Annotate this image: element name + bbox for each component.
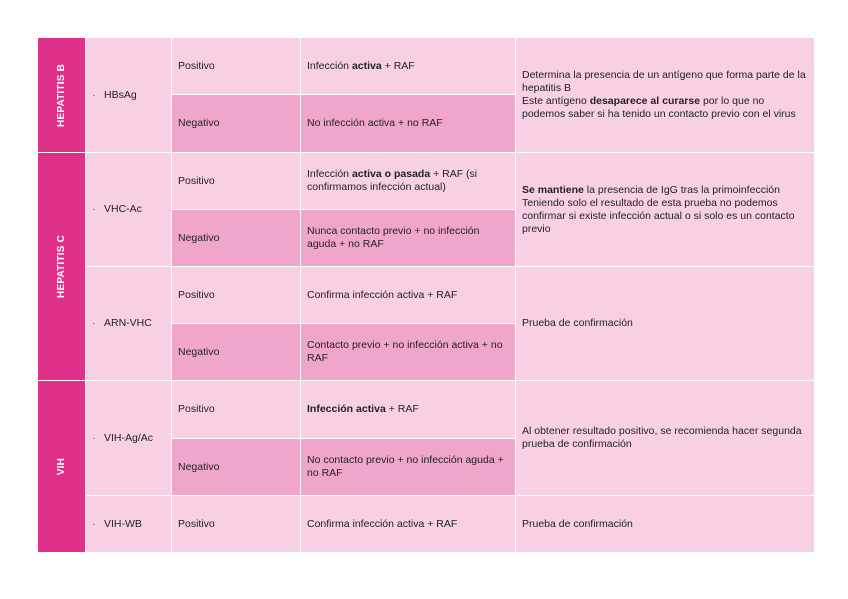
disease-label-hepatitis-c: HEPATITIS C [38,153,86,381]
disease-label-vih: VIH [38,381,86,553]
meaning-cell: Confirma infección activa + RAF [301,267,516,324]
meaning-cell: Contacto previo + no infección activa + no RAF [301,324,516,381]
disease-label-hepatitis-b: HEPATITIS B [38,38,86,153]
meaning-cell: No infección activa + no RAF [301,95,516,153]
test-arn-vhc: · ARN-VHC [86,267,172,381]
meaning-cell: Infección activa o pasada + RAF (si confirmamos infección actual) [301,153,516,210]
bullet-icon: · [92,203,96,215]
table-row [38,267,815,324]
meaning-cell: Confirma infección activa + RAF [301,496,516,553]
meaning-cell: Infección activa + RAF [301,38,516,95]
bullet-icon: · [92,431,96,444]
meaning-cell: Infección activa + RAF [301,381,516,439]
test-vih-wb: · VIH-WB [86,496,172,553]
note-cell: Se mantiene la presencia de IgG tras la primoinfección Teniendo solo el resultado de esta prueba no podemos confirmar si existe infección actual o si solo es un contacto previo [516,153,815,267]
note-cell: Prueba de confirmación [516,496,815,553]
note-cell: Al obtener resultado positivo, se recomienda hacer segunda prueba de confirmación [516,381,815,496]
bullet-icon: · [92,517,96,530]
result-cell: Negativo [172,210,301,267]
result-cell: Positivo [172,153,301,210]
result-cell: Negativo [172,95,301,153]
result-cell: Negativo [172,439,301,496]
table-row [38,153,815,210]
table-row [38,496,815,553]
meaning-cell: No contacto previo + no infección aguda + no RAF [301,439,516,496]
result-cell: Negativo [172,324,301,381]
serology-table [37,37,815,553]
note-cell: Prueba de confirmación [516,267,815,381]
result-cell: Positivo [172,381,301,439]
meaning-cell: Nunca contacto previo + no infección aguda + no RAF [301,210,516,267]
test-hbsag: · HBsAg [86,38,172,153]
bullet-icon: · [92,317,96,329]
table-row [38,38,815,95]
note-cell: Determina la presencia de un antígeno que forma parte de la hepatitis B Este antígeno desaparece al curarse por lo que no podemos saber si ha tenido un contacto previo con el virus [516,38,815,153]
test-vhc-ac: · VHC-Ac [86,153,172,267]
table-row [38,381,815,439]
result-cell: Positivo [172,38,301,95]
result-cell: Positivo [172,496,301,553]
test-vih-ag-ac: · VIH-Ag/Ac [86,381,172,496]
bullet-icon: · [92,88,96,101]
result-cell: Positivo [172,267,301,324]
